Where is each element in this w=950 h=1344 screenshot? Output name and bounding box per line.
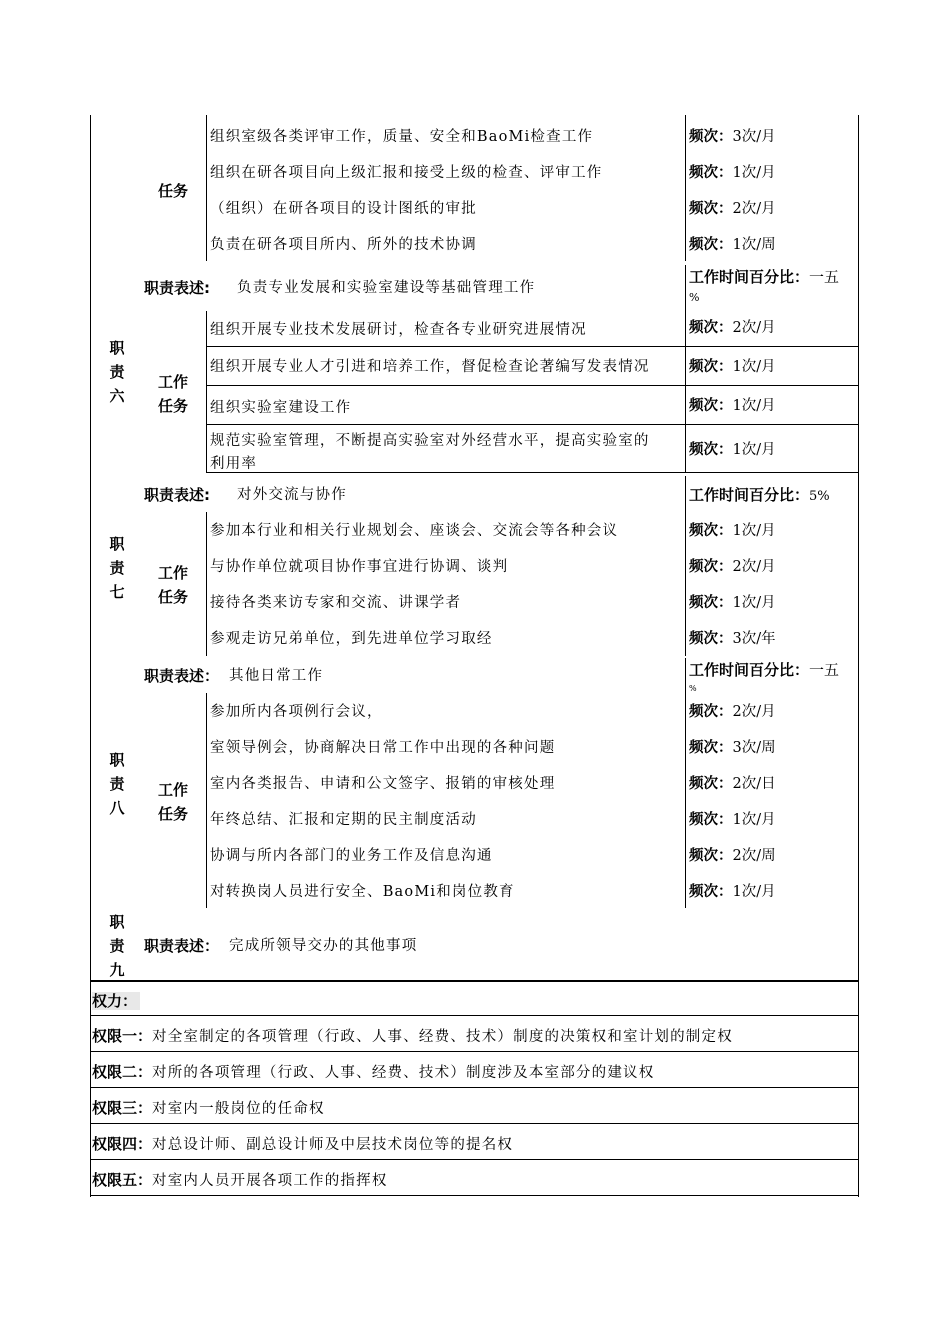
- power-item: 权限二：对所的各项管理（行政、人事、经费、技术）制度涉及本室部分的建议权: [92, 1063, 655, 1081]
- task-frequency: 频次：1次/月: [689, 884, 776, 900]
- task-text: 协调与所内各部门的业务工作及信息沟通: [210, 848, 493, 864]
- task-text: 年终总结、汇报和定期的民主制度活动: [210, 812, 477, 828]
- task-frequency: 频次：3次/年: [689, 631, 776, 647]
- task-frequency: 频次：2次/月: [689, 320, 776, 336]
- task-text: 组织在研各项目向上级汇报和接受上级的检查、评审工作: [210, 165, 603, 181]
- duty-8-label: 职 责 八: [109, 751, 125, 817]
- task-text: 接待各类来访专家和交流、讲课学者: [210, 595, 462, 611]
- task-frequency: 频次：1次/月: [689, 359, 776, 375]
- work-label: 工作: [158, 781, 189, 799]
- task-frequency: 频次：1次/周: [689, 237, 776, 253]
- duty-description-label: 职责表述：: [144, 667, 220, 685]
- time-percentage: 工作时间百分比：5%: [689, 486, 830, 504]
- task-label: 任务: [158, 182, 189, 200]
- power-item: 权限三：对室内一般岗位的任命权: [92, 1099, 325, 1117]
- task-text-continued: 利用率: [210, 456, 258, 472]
- duty-6-label: 职 责 六: [109, 339, 125, 405]
- task-text: 对转换岗人员进行安全、BaoMi和岗位教育: [210, 884, 515, 900]
- duty-description-label: 职责表述:: [144, 279, 210, 297]
- time-percentage-unit: %: [689, 684, 697, 693]
- duty-9-label: 职 责 九: [109, 913, 125, 979]
- task-label: 任务: [158, 397, 189, 415]
- work-label: 工作: [158, 373, 189, 391]
- task-frequency: 频次：2次/月: [689, 201, 776, 217]
- task-frequency: 频次：2次/月: [689, 704, 776, 720]
- time-percentage-unit: %: [689, 291, 700, 304]
- task-frequency: 频次：1次/月: [689, 442, 776, 458]
- task-frequency: 频次：2次/周: [689, 848, 776, 864]
- task-frequency: 频次：1次/月: [689, 595, 776, 611]
- task-frequency: 频次：1次/月: [689, 398, 776, 414]
- duty-description-label: 职责表述:: [144, 486, 210, 504]
- task-text: （组织）在研各项目的设计图纸的审批: [210, 201, 477, 217]
- power-item: 权限四：对总设计师、副总设计师及中层技术岗位等的提名权: [92, 1135, 514, 1153]
- task-frequency: 频次：3次/周: [689, 740, 776, 756]
- duty-description: 负责专业发展和实验室建设等基础管理工作: [237, 280, 536, 296]
- task-text: 组织室级各类评审工作，质量、安全和BaoMi检查工作: [210, 129, 594, 145]
- task-label: 任务: [158, 588, 189, 606]
- time-percentage: 工作时间百分比：一五: [689, 268, 840, 286]
- task-frequency: 频次：1次/月: [689, 812, 776, 828]
- task-frequency: 频次：1次/月: [689, 523, 776, 539]
- task-frequency: 频次：3次/月: [689, 129, 776, 145]
- duty-description: 完成所领导交办的其他事项: [229, 938, 418, 954]
- powers-title: 权力：: [92, 992, 140, 1010]
- task-text: 参观走访兄弟单位，到先进单位学习取经: [210, 631, 493, 647]
- duty-description: 其他日常工作: [229, 668, 324, 684]
- task-text: 室领导例会，协商解决日常工作中出现的各种问题: [210, 740, 556, 756]
- task-text: 参加所内各项例行会议，: [210, 704, 383, 720]
- task-text: 组织开展专业技术发展研讨，检查各专业研究进展情况: [210, 322, 587, 338]
- task-text: 组织开展专业人才引进和培养工作，督促检查论著编写发表情况: [210, 359, 650, 375]
- duty-description-label: 职责表述：: [144, 937, 220, 955]
- task-frequency: 频次：2次/月: [689, 559, 776, 575]
- work-label: 工作: [158, 564, 189, 582]
- task-label: 任务: [158, 805, 189, 823]
- task-text: 参加本行业和相关行业规划会、座谈会、交流会等各种会议: [210, 523, 619, 539]
- task-text: 与协作单位就项目协作事宜进行协调、谈判: [210, 559, 509, 575]
- task-text: 负责在研各项目所内、所外的技术协调: [210, 237, 477, 253]
- task-frequency: 频次：2次/日: [689, 776, 776, 792]
- task-frequency: 频次：1次/月: [689, 165, 776, 181]
- duty-7-label: 职 责 七: [109, 535, 125, 601]
- task-text: 组织实验室建设工作: [210, 400, 352, 416]
- task-text: 规范实验室管理，不断提高实验室对外经营水平，提高实验室的: [210, 433, 650, 449]
- duty-description: 对外交流与协作: [237, 487, 347, 503]
- time-percentage: 工作时间百分比：一五: [689, 661, 840, 679]
- power-item: 权限一：对全室制定的各项管理（行政、人事、经费、技术）制度的决策权和室计划的制定权: [92, 1027, 733, 1045]
- task-text: 室内各类报告、申请和公文签字、报销的审核处理: [210, 776, 556, 792]
- power-item: 权限五：对室内人员开展各项工作的指挥权: [92, 1171, 388, 1189]
